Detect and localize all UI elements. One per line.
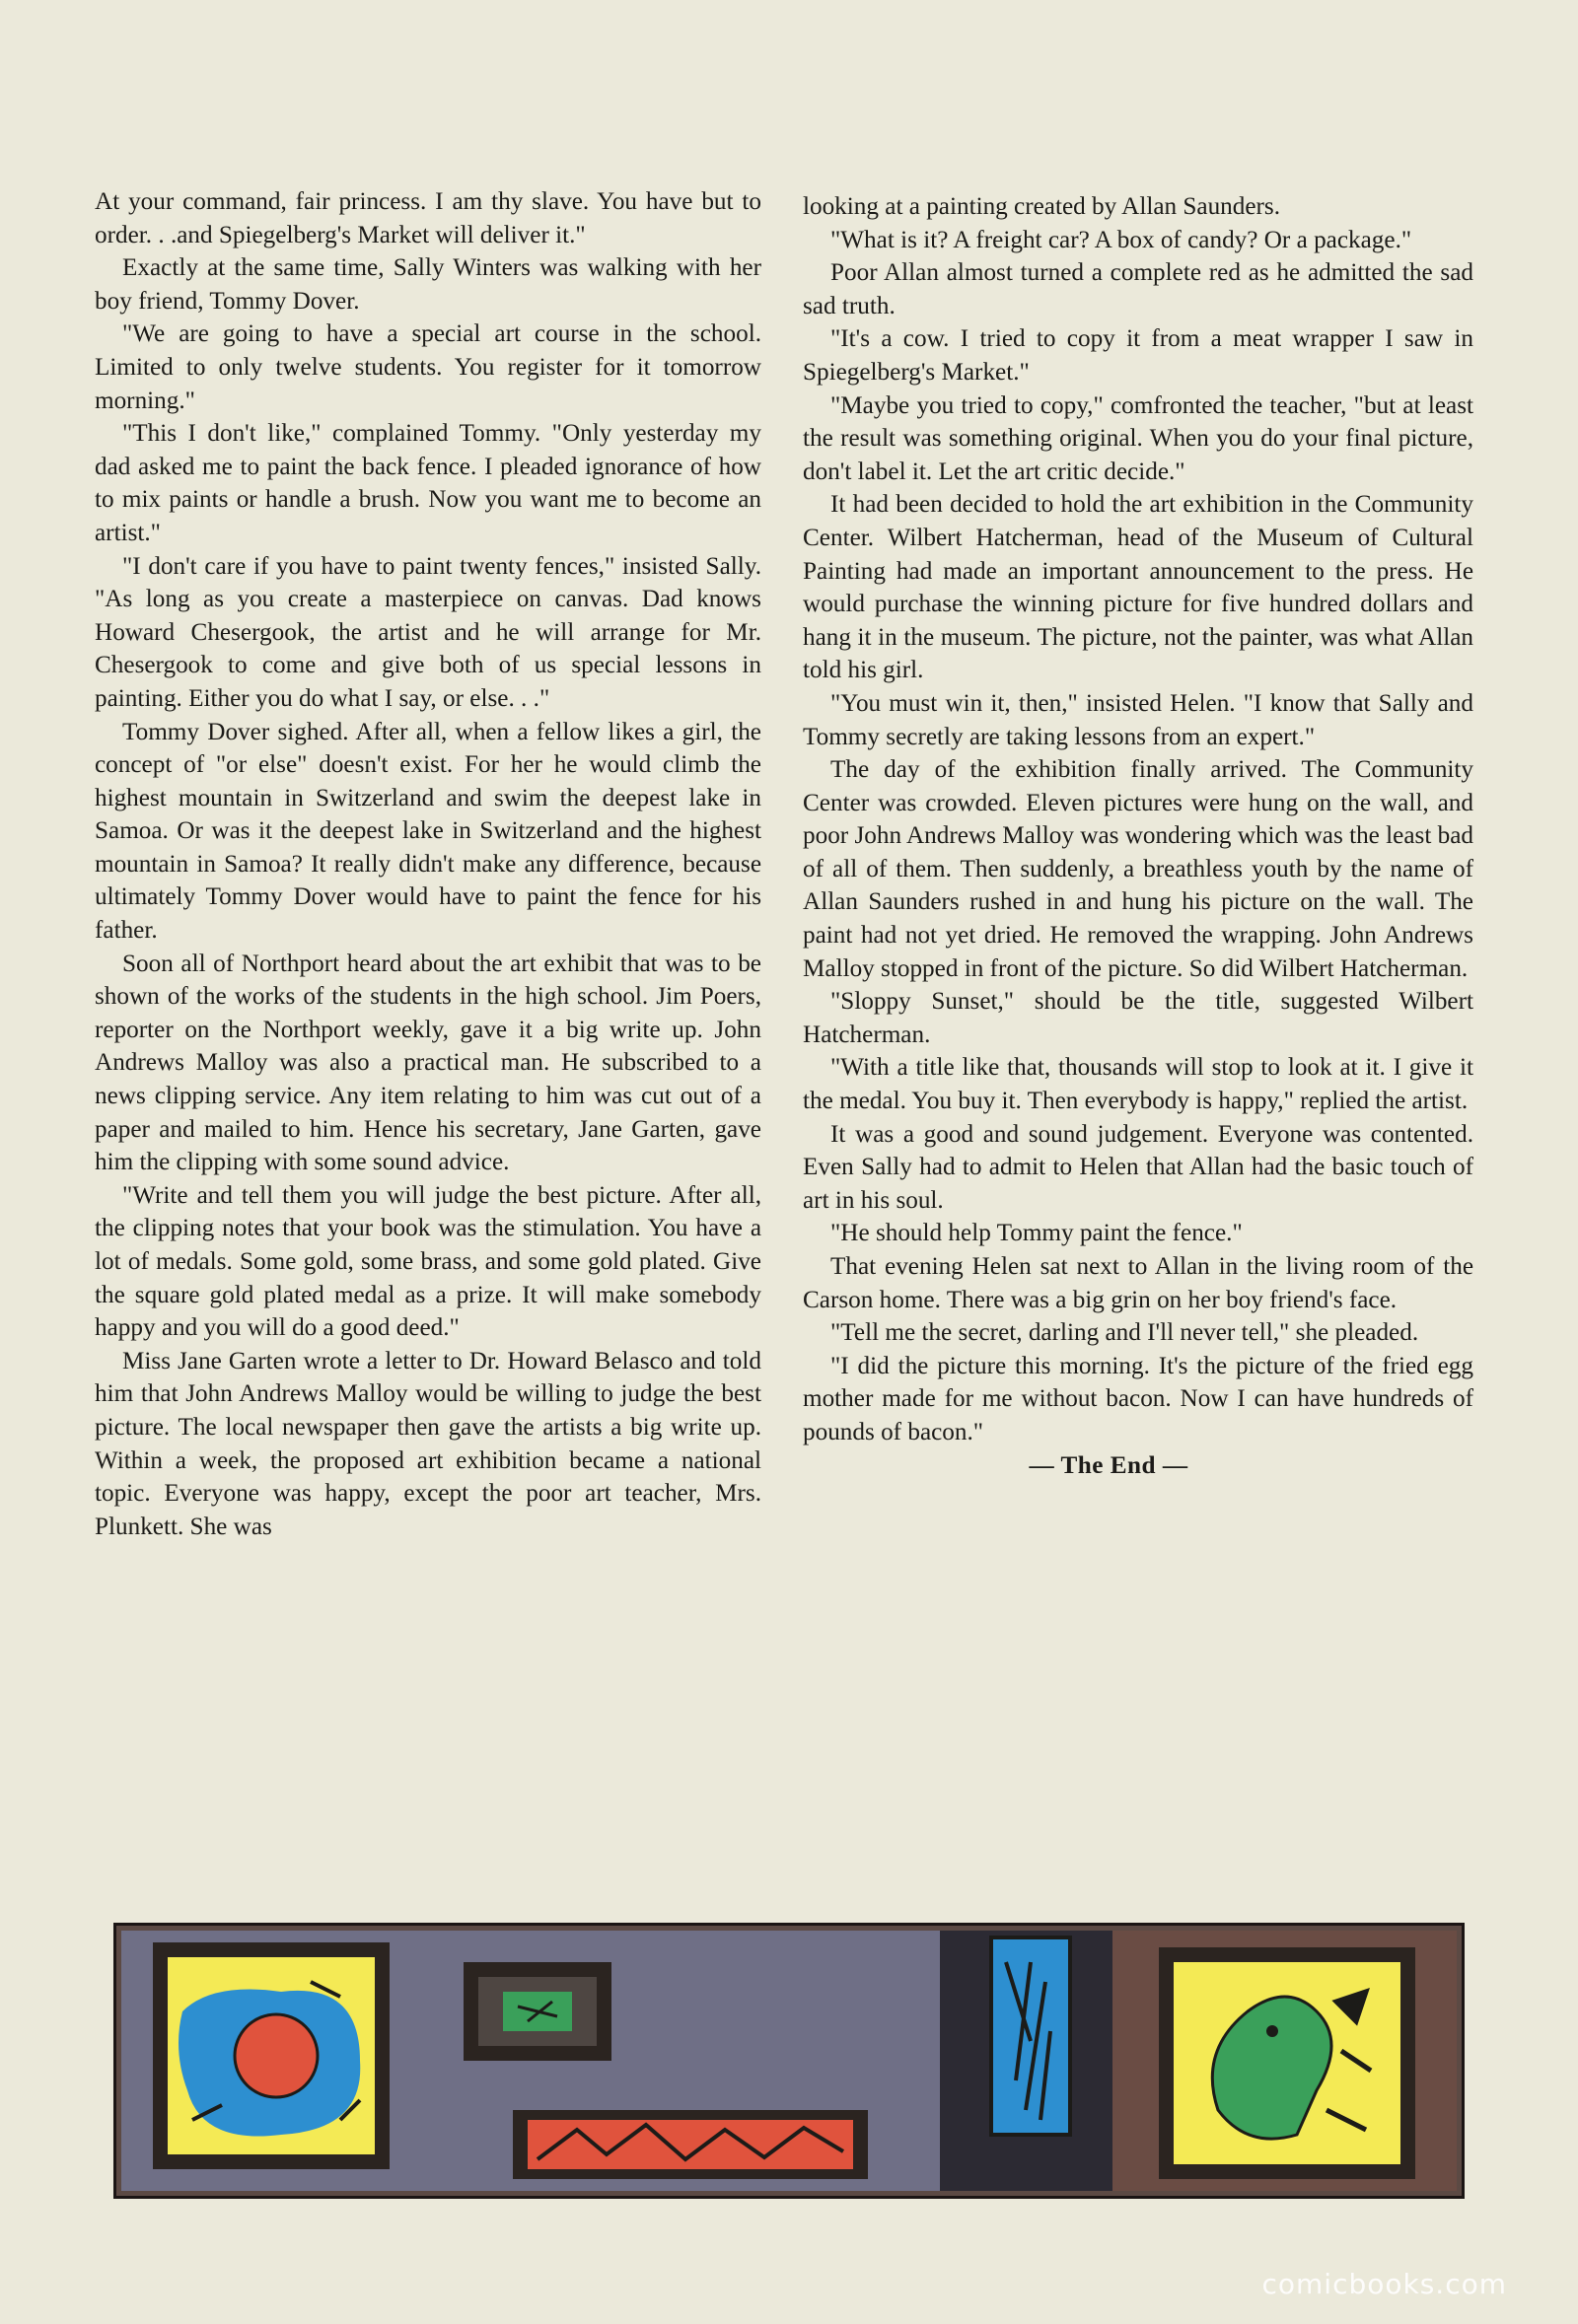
watermark: comicbooks.com [1261, 2268, 1507, 2300]
left-column [95, 185, 761, 1543]
sunset-painting [153, 1942, 390, 2169]
paragraph: "Maybe you tried to copy," comfronted the teacher, "but at least the result was something original. When you do your final picture, don't label it. Let the art critic decide." [803, 391, 1473, 485]
paragraph: "Write and tell them you will judge the best picture. After all, the clipping notes that your book was the stimulation. You have a lot of medals. Some gold, some brass, and some gold plated. Give the square gold plated medal as a prize. It will make somebody happy and you will do a good deed." [95, 1181, 761, 1342]
red-strip-painting [513, 2110, 868, 2179]
paragraph: Poor Allan almost turned a complete red as he admitted the sad sad truth. [803, 259, 1473, 319]
small-green-painting [464, 1962, 611, 2061]
paragraph: "I did the picture this morning. It's the picture of the fried egg mother made for me without bacon. Now I can have hundreds of pounds of bacon." [803, 1352, 1473, 1445]
paragraph: It had been decided to hold the art exhibition in the Community Center. Wilbert Hatcherman, head of the Museum of Cultural Painting had made an important announcement to the press. He would purchase the winning picture for five hundred dollars and hang it in the museum. The picture, not the painter, was what Allan told his girl. [803, 491, 1473, 684]
paragraph: "He should help Tommy paint the fence." [830, 1220, 1243, 1247]
paragraph: "This I don't like," complained Tommy. "Only yesterday my dad asked me to paint the back fence. I pleaded ignorance of how to mix paints or handle a brush. Now you want me to become an artist." [95, 420, 761, 546]
paragraph: It was a good and sound judgement. Everyone was contented. Even Sally had to admit to Helen that Allan had the basic touch of art in his soul. [803, 1120, 1473, 1214]
paragraph: "With a title like that, thousands will stop to look at it. I give it the medal. You buy it. Then everybody is happy," replied the artist. [803, 1054, 1473, 1115]
paragraph: "It's a cow. I tried to copy it from a meat wrapper I saw in Spiegelberg's Market." [803, 325, 1473, 386]
paragraph: "I don't care if you have to paint twenty fences," insisted Sally. "As long as you create a masterpiece on canvas. Dad knows Howard Chesergook, the artist and he will arrange for Mr. Chesergook to come and give both of us special lessons in painting. Either you do what I say, or else. . ." [95, 552, 761, 712]
gallery-wall-art [113, 1923, 1465, 2199]
paragraph: "What is it? A freight car? A box of candy? Or a package." [830, 226, 1412, 253]
paragraph: looking at a painting created by Allan Saunders. [803, 193, 1281, 220]
paragraph: "Tell me the secret, darling and I'll never tell," she pleaded. [830, 1319, 1419, 1347]
gallery-illustration [113, 1923, 1465, 2199]
cow-painting [1159, 1947, 1415, 2179]
paragraph: That evening Helen sat next to Allan in the living room of the Carson home. There was a big grin on her boy friend's face. [803, 1253, 1473, 1313]
right-column [803, 190, 1473, 1482]
paragraph: "You must win it, then," insisted Helen. "I know that Sally and Tommy secretly are taking lessons from an expert." [803, 689, 1473, 750]
paragraph: At your command, fair princess. I am thy slave. You have but to order. . .and Spiegelberg's Market will deliver it." [95, 188, 761, 248]
paragraph: Soon all of Northport heard about the art exhibit that was to be shown of the works of the students in the high school. Jim Poers, reporter on the Northport weekly, gave it a big write up. John Andrews Malloy was also a practical man. He subscribed to a news clipping service. Any item relating to him was cut out of a paper and mailed to him. Hence his secretary, Jane Garten, gave him the clipping with some sound advice. [95, 950, 761, 1176]
tall-blue-painting [991, 1937, 1070, 2135]
the-end-label: — The End — [1029, 1451, 1188, 1479]
paragraph: "Sloppy Sunset," should be the title, suggested Wilbert Hatcherman. [803, 988, 1473, 1048]
paragraph: Tommy Dover sighed. After all, when a fellow likes a girl, the concept of "or else" doesn't exist. For her he would climb the highest mountain in Switzerland and swim the deepest lake in Samoa. Or was it the deepest lake in Switzerland and the highest mountain in Samoa? It really didn't make any difference, because ultimately Tommy Dover would have to paint the fence for his father. [95, 718, 761, 945]
paragraph: "We are going to have a special art course in the school. Limited to only twelve students. You register for it tomorrow morning." [95, 320, 761, 414]
paragraph: Miss Jane Garten wrote a letter to Dr. Howard Belasco and told him that John Andrews Malloy would be willing to judge the best picture. The local newspaper then gave the artists a big write up. Within a week, the proposed art exhibition became a national topic. Everyone was happy, except the poor art teacher, Mrs. Plunkett. She was [95, 1347, 761, 1540]
paragraph: Exactly at the same time, Sally Winters was walking with her boy friend, Tommy Dover. [95, 254, 761, 315]
paragraph: The day of the exhibition finally arrived. The Community Center was crowded. Eleven pictures were hung on the wall, and poor John Andrews Malloy was wondering which was the least bad of all of them. Then suddenly, a breathless youth by the name of Allan Saunders rushed in and hung his picture on the wall. The paint had not yet dried. He removed the wrapping. John Andrews Malloy stopped in front of the picture. So did Wilbert Hatcherman. [803, 756, 1473, 982]
